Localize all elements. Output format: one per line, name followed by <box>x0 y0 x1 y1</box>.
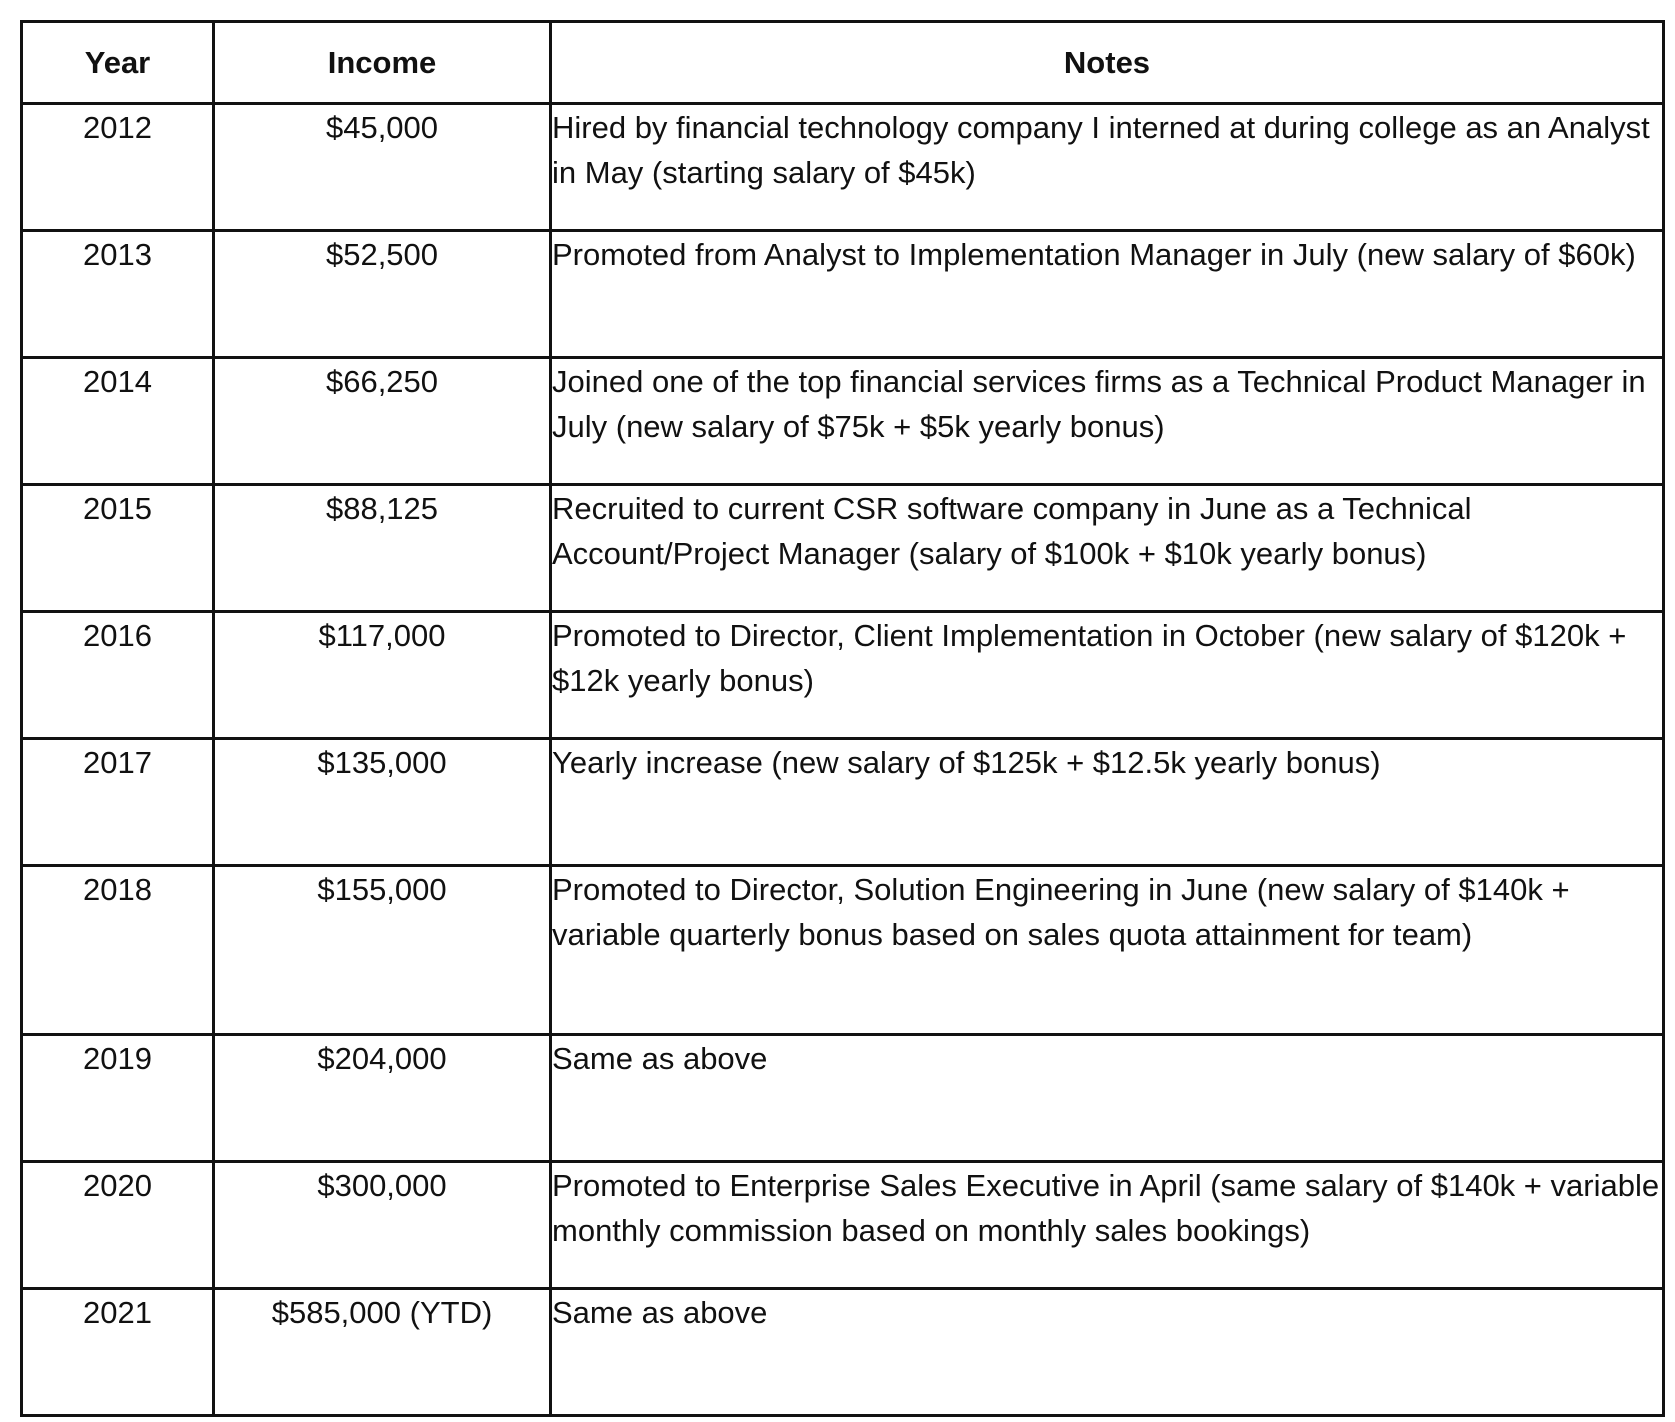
year-cell: 2016 <box>22 612 214 739</box>
year-cell: 2013 <box>22 231 214 358</box>
table-row <box>22 612 1664 739</box>
year-cell: 2015 <box>22 485 214 612</box>
table-row <box>22 358 1664 485</box>
notes-cell: Joined one of the top financial services firms as a Technical Product Manager in July (new salary of $75k + $5k yearly bonus) <box>551 358 1664 485</box>
notes-cell: Promoted to Director, Solution Engineering in June (new salary of $140k + variable quarterly bonus based on sales quota attainment for team) <box>551 866 1664 1035</box>
income-cell: $135,000 <box>214 739 551 866</box>
year-column-header: Year <box>22 22 214 104</box>
income-cell: $585,000 (YTD) <box>214 1289 551 1416</box>
notes-column-header: Notes <box>551 22 1664 104</box>
notes-cell: Same as above <box>551 1035 1664 1162</box>
table-row <box>22 485 1664 612</box>
year-cell: 2019 <box>22 1035 214 1162</box>
notes-cell: Hired by financial technology company I interned at during college as an Analyst in May (starting salary of $45k) <box>551 104 1664 231</box>
table-row <box>22 104 1664 231</box>
income-cell: $88,125 <box>214 485 551 612</box>
income-history-table <box>20 20 1665 1417</box>
year-cell: 2020 <box>22 1162 214 1289</box>
income-cell: $66,250 <box>214 358 551 485</box>
table-row <box>22 739 1664 866</box>
year-cell: 2017 <box>22 739 214 866</box>
income-cell: $117,000 <box>214 612 551 739</box>
notes-cell: Recruited to current CSR software company in June as a Technical Account/Project Manager (salary of $100k + $10k yearly bonus) <box>551 485 1664 612</box>
year-cell: 2012 <box>22 104 214 231</box>
notes-cell: Promoted to Director, Client Implementation in October (new salary of $120k + $12k yearly bonus) <box>551 612 1664 739</box>
notes-cell: Same as above <box>551 1289 1664 1416</box>
table-row <box>22 1162 1664 1289</box>
table-header <box>22 22 1664 104</box>
income-cell: $52,500 <box>214 231 551 358</box>
income-column-header: Income <box>214 22 551 104</box>
table-row <box>22 1035 1664 1162</box>
table-row <box>22 231 1664 358</box>
income-cell: $204,000 <box>214 1035 551 1162</box>
table-body <box>22 104 1664 1416</box>
table-row <box>22 1289 1664 1416</box>
income-cell: $155,000 <box>214 866 551 1035</box>
income-cell: $45,000 <box>214 104 551 231</box>
table-row <box>22 866 1664 1035</box>
notes-cell: Yearly increase (new salary of $125k + $12.5k yearly bonus) <box>551 739 1664 866</box>
income-cell: $300,000 <box>214 1162 551 1289</box>
year-cell: 2014 <box>22 358 214 485</box>
year-cell: 2018 <box>22 866 214 1035</box>
header-row <box>22 22 1664 104</box>
year-cell: 2021 <box>22 1289 214 1416</box>
notes-cell: Promoted to Enterprise Sales Executive in April (same salary of $140k + variable monthly commission based on monthly sales bookings) <box>551 1162 1664 1289</box>
notes-cell: Promoted from Analyst to Implementation Manager in July (new salary of $60k) <box>551 231 1664 358</box>
